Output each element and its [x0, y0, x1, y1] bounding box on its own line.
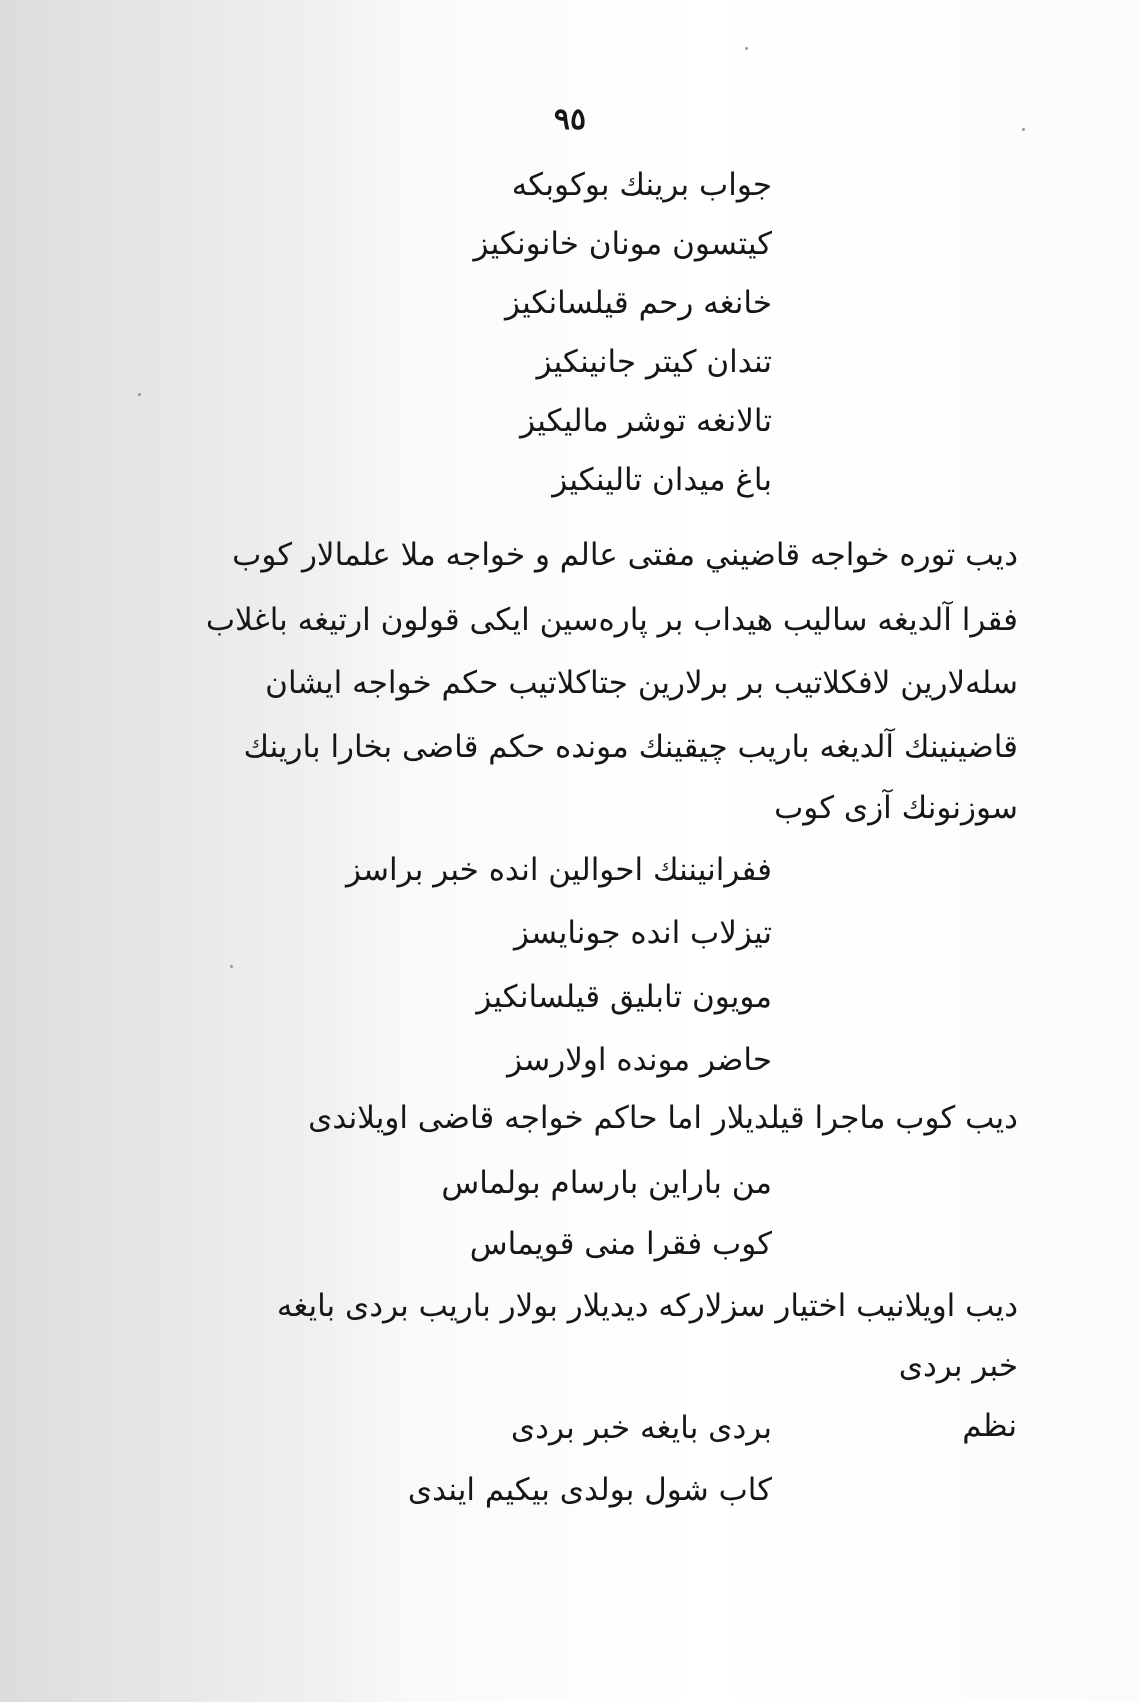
verse-line: خانغه رحم قيلسانكيز — [504, 285, 772, 321]
verse-line: بردى بايغه خبر بردى — [510, 1410, 772, 1446]
paper-speck — [1022, 128, 1025, 131]
prose-line: ديب توره خواجه قاضيني مفتى عالم و خواجه ملا علمالار كوب — [232, 537, 1018, 573]
prose-line: ديب كوب ماجرا قيلديلار اما حاكم خواجه قاضى اويلاندى — [308, 1100, 1018, 1136]
prose-line: ديب اويلانيب اختيار سزلاركه ديديلار بولار باريب بردى بايغه — [276, 1288, 1018, 1324]
verse-line: كاب شول بولدى بيكيم ايندى — [407, 1472, 772, 1508]
verse-line: كوب فقرا منى قويماس — [469, 1226, 772, 1262]
prose-line: فقرا آلديغه ساليب هيداب بر پارەسين ايكى قولون ارتيغه باغلاب — [205, 602, 1018, 638]
prose-line: خبر بردى — [898, 1348, 1018, 1384]
verse-line: باغ ميدان تالينكيز — [552, 462, 772, 498]
paper-speck — [745, 47, 748, 50]
page-number: ٩٥ — [553, 102, 587, 137]
verse-line: مويون تابليق قيلسانكيز — [476, 979, 772, 1015]
verse-line: تالانغه توشر ماليكيز — [520, 403, 772, 439]
paper-speck — [230, 965, 233, 968]
nazm-label: نظم — [962, 1408, 1017, 1444]
verse-line: تيزلاب انده جونايسز — [513, 915, 772, 951]
paper-speck — [138, 393, 141, 396]
prose-line: سوزنونك آزى كوب — [774, 790, 1018, 826]
verse-line: من باراين بارسام بولماس — [441, 1165, 772, 1201]
verse-line: حاضر مونده اولارسز — [507, 1042, 772, 1078]
prose-line: قاضينينك آلديغه باريب چيقينك مونده حكم قاضى بخارا بارينك — [243, 729, 1018, 765]
verse-line: جواب برينك بوكوبكه — [511, 167, 772, 203]
prose-line: سله‌لارين لافكلاتيب بر برلارين جتاكلاتيب حكم خواجه ايشان — [265, 665, 1018, 701]
verse-line: كيتسون مونان خانونكيز — [473, 226, 772, 262]
verse-line: تندان كيتر جانينكيز — [536, 344, 772, 380]
verse-line: ففرانيننك احوالين انده خبر براسز — [345, 852, 772, 888]
